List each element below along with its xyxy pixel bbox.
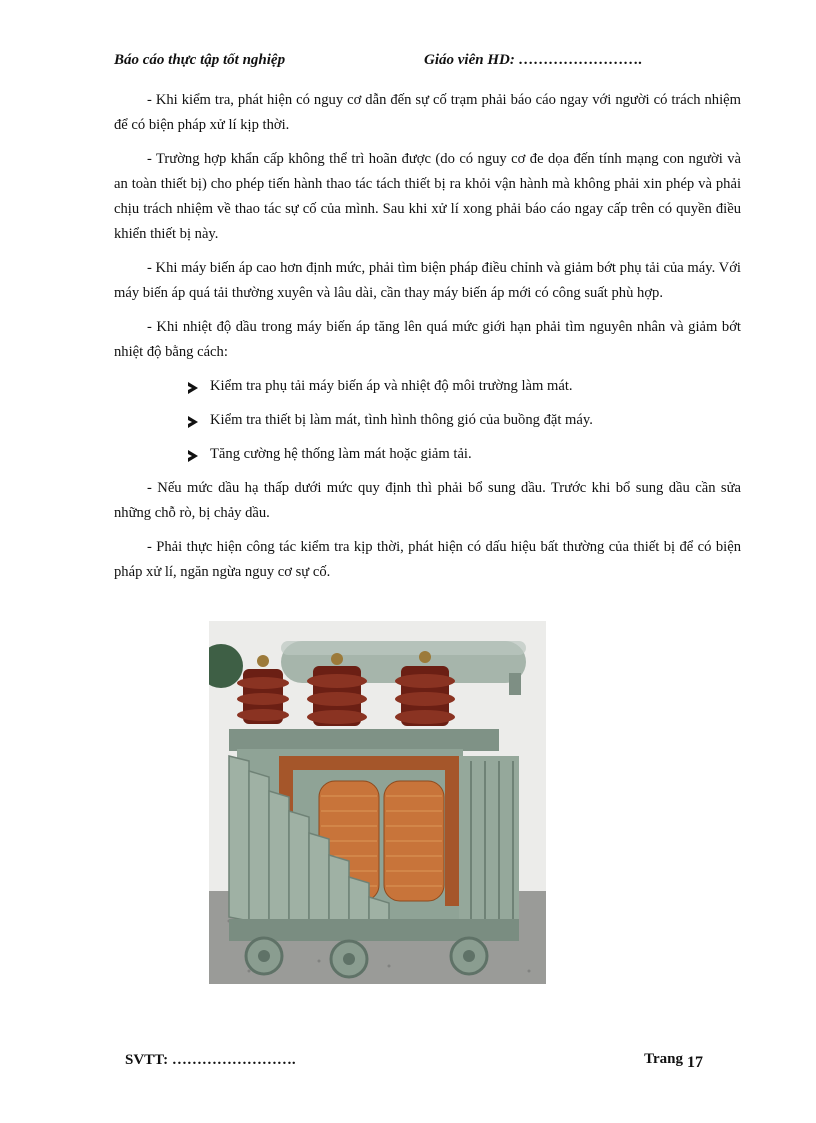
page-header [114,52,744,74]
list-item [186,408,741,433]
footer-page-indicator [644,1050,703,1071]
paragraph: - Khi máy biến áp cao hơn định mức, phải tìm biện pháp điều chỉnh và giảm bớt phụ tải của máy. Với máy biến áp quá tải thường xuyên và lâu dài, cần thay máy biến áp mới có công suất phù hợp. [114,260,741,301]
paragraph: - Khi kiểm tra, phát hiện có nguy cơ dẫn đến sự cố trạm phải báo cáo ngay với người có trách nhiệm để có biện pháp xử lí kịp thời. [114,92,741,133]
list-item-text: Kiểm tra thiết bị làm mát, tình hình thông gió của buồng đặt máy. [210,412,593,428]
list-item [186,442,741,467]
body-text [114,88,741,594]
arrow-bullet-icon [188,416,198,428]
arrow-bullet-icon [188,450,198,462]
transformer-illustration [209,621,546,984]
paragraph: - Trường hợp khẩn cấp không thể trì hoãn được (do có nguy cơ đe dọa đến tính mạng con người và an toàn thiết bị) cho phép tiến hành thao tác tách thiết bị ra khỏi vận hành mà không phải xin phép và phải chịu trách nhiệm về thao tác sự cố của mình. Sau khi xử lí xong phải báo cáo ngay cấp trên có quyền điều khiển thiết bị này. [114,151,741,242]
arrow-bullet-icon [188,382,198,394]
list-item-text: Kiểm tra phụ tải máy biến áp và nhiệt độ môi trường làm mát. [210,378,573,394]
paragraph: - Phải thực hiện công tác kiểm tra kịp thời, phát hiện có dấu hiệu bất thường của thiết bị để có biện pháp xử lí, ngăn ngừa nguy cơ sự cố. [114,539,741,580]
list-item-text: Tăng cường hệ thống làm mát hoặc giảm tải. [210,446,472,462]
transformer-photo [209,621,546,984]
header-report-title: Báo cáo thực tập tốt nghiệp [114,52,286,68]
page-number: 17 [687,1054,703,1071]
footer-student: SVTT: ……………………. [125,1052,296,1068]
bullet-list [114,374,741,467]
page-footer [125,1052,715,1078]
paragraph: - Khi nhiệt độ dầu trong máy biến áp tăng lên quá mức giới hạn phải tìm nguyên nhân và giảm bớt nhiệt độ bằng cách: [114,319,741,360]
page-label: Trang [644,1051,683,1067]
paragraph: - Nếu mức dầu hạ thấp dưới mức quy định thì phải bổ sung dầu. Trước khi bổ sung dầu cần sửa những chỗ rò, bị chảy dầu. [114,480,741,521]
header-supervisor: Giáo viên HD: ……………………. [424,52,643,68]
list-item [186,374,741,399]
